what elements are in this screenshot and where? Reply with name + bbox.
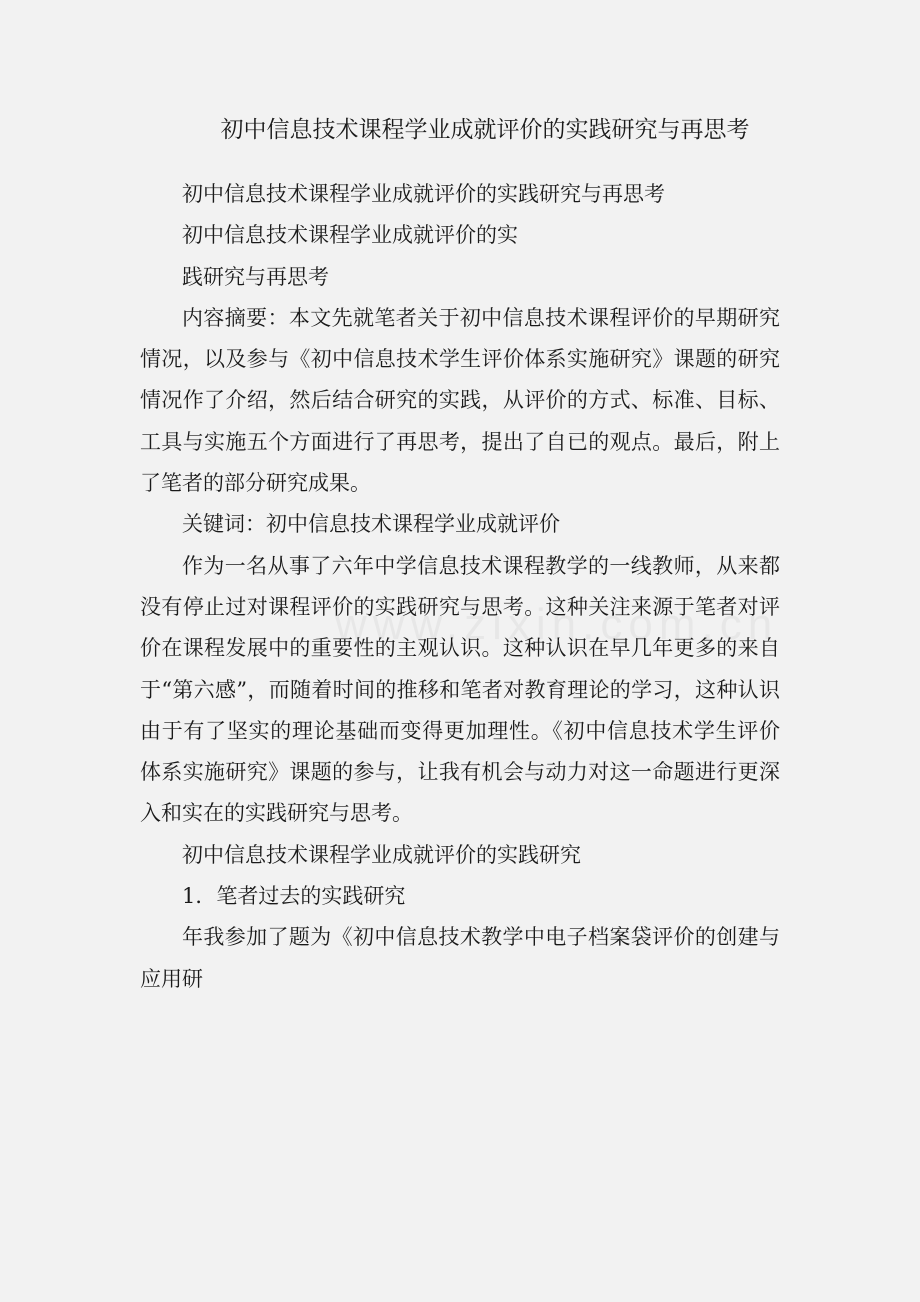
section-heading: 初中信息技术课程学业成就评价的实践研究 xyxy=(182,842,581,867)
document-title: 初中信息技术课程学业成就评价的实践研究与再思考 xyxy=(220,117,750,143)
paragraph-subtitle: 初中信息技术课程学业成就评价的实践研究与再思考 xyxy=(182,182,665,206)
subsection-heading: 1．笔者过去的实践研究 xyxy=(182,884,406,909)
paragraph-keywords: 关键词：初中信息技术课程学业成就评价 xyxy=(182,512,560,537)
paragraph-research: 年我参加了题为《初中信息技术教学中电子档案袋评价的创建与应用研 xyxy=(140,925,780,991)
paragraph-title-part-1: 初中信息技术课程学业成就评价的实 xyxy=(182,223,518,248)
paragraph-introduction: 作为一名从事了六年中学信息技术课程教学的一线教师，从来都没有停止过对课程评价的实践研究与思考。这种关注来源于笔者对评价在课程发展中的重要性的主观认识。这种认识在早几年更多的来自于“第六感”，而随着时间的推移和笔者对教育理论的学习，这种认识由于有了坚实的理论基础而变得更加理性。《初中信息技术学生评价体系实施研究》课题的参与，让我有机会与动力对这一命题进行更深入和实在的实践研究与思考。 xyxy=(140,553,780,826)
watermark xyxy=(335,600,778,650)
paragraph-title-part-2: 践研究与再思考 xyxy=(182,264,329,289)
document-body xyxy=(140,174,780,1000)
paragraph-abstract: 内容摘要：本文先就笔者关于初中信息技术课程评价的早期研究情况，以及参与《初中信息技术学生评价体系实施研究》课题的研究情况作了介绍，然后结合研究的实践，从评价的方式、标准、目标、工具与实施五个方面进行了再思考，提出了自已的观点。最后，附上了笔者的部分研究成果。 xyxy=(140,305,780,496)
